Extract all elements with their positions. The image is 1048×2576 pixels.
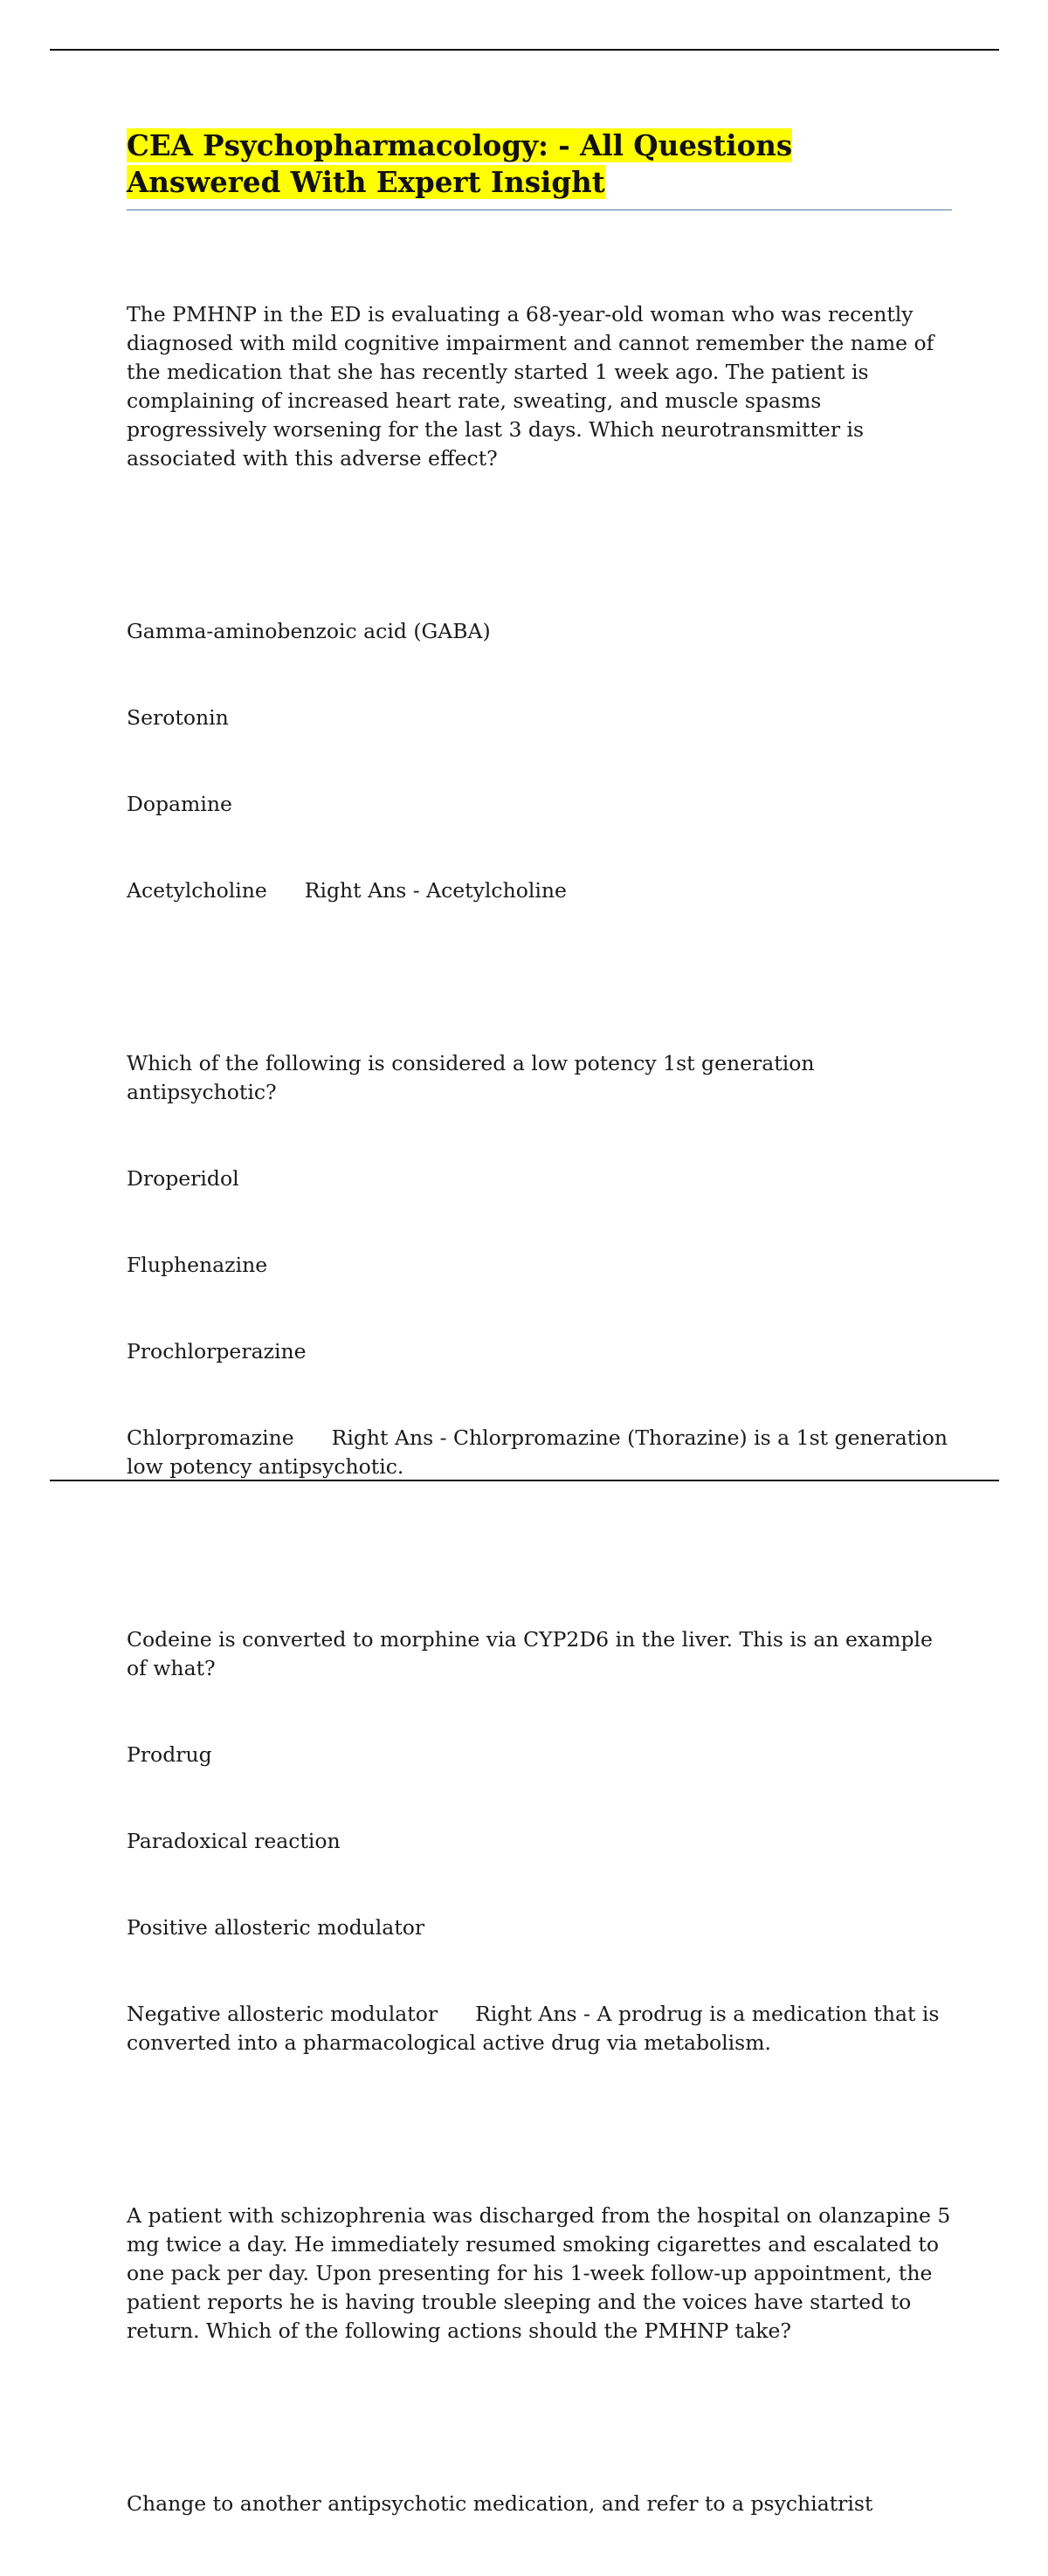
option: Droperidol (127, 1166, 239, 1191)
option: Positive allosteric modulator (127, 1915, 425, 1940)
option: Change to another antipsychotic medication, and refer to a psychiatrist (127, 2491, 873, 2516)
document-body (127, 127, 957, 2576)
option: Fluphenazine (127, 1253, 268, 1277)
option: Acetylcholine (127, 878, 267, 903)
question-stem: A patient with schizophrenia was discharged from the hospital on olanzapine 5 mg twice a day. He immediately resumed smoking cigarettes and escalated to one pack per day. Upon presenting for his 1-week follow-up appointment, the patient reports he is having trouble sleeping and the voices have started to return. Which of the following actions should the PMHNP take? (127, 2203, 957, 2343)
question-1 (127, 243, 952, 963)
option: Prodrug (127, 1742, 212, 1767)
title-highlight: CEA Psychopharmacology: - All Questions Answered With Expert Insight (127, 128, 793, 199)
question-stem: Codeine is converted to morphine via CYP2D6 in the liver. This is an example of what? (127, 1627, 940, 1680)
option: Paradoxical reaction (127, 1829, 341, 1853)
footer-rule (50, 1480, 999, 1481)
question-3 (127, 1568, 952, 2115)
option: Negative allosteric modulator (127, 2002, 438, 2026)
option: Dopamine (127, 792, 232, 816)
document-title (127, 127, 952, 201)
right-answer: Right Ans - A prodrug is a medication that is converted into a pharmacological active drug via metabolism. (127, 2002, 946, 2055)
option: Serotonin (127, 705, 229, 730)
option: Gamma-aminobenzoic acid (GABA) (127, 619, 491, 643)
question-stem: Which of the following is considered a low potency 1st generation antipsychotic? (127, 1051, 822, 1104)
right-answer: Right Ans - Acetylcholine (304, 878, 567, 903)
header-rule (50, 49, 999, 51)
question-2 (127, 992, 955, 1539)
question-stem: The PMHNP in the ED is evaluating a 68-year-old woman who was recently diagnosed with mild cognitive impairment and cannot remember the name of the medication that she has recently started 1 week ago. The patient is complaining of increased heart rate, sweating, and muscle spasms progressively worsening for the last 3 days. Which neurotransmitter is associated with this adverse effect? (127, 302, 941, 471)
option: Chlorpromazine (127, 1425, 294, 1450)
option: Prochlorperazine (127, 1339, 307, 1364)
question-4 (127, 2144, 957, 2576)
right-answer: Right Ans - Chlorpromazine (Thorazine) is a 1st generation low potency antipsychotic. (127, 1425, 955, 1479)
